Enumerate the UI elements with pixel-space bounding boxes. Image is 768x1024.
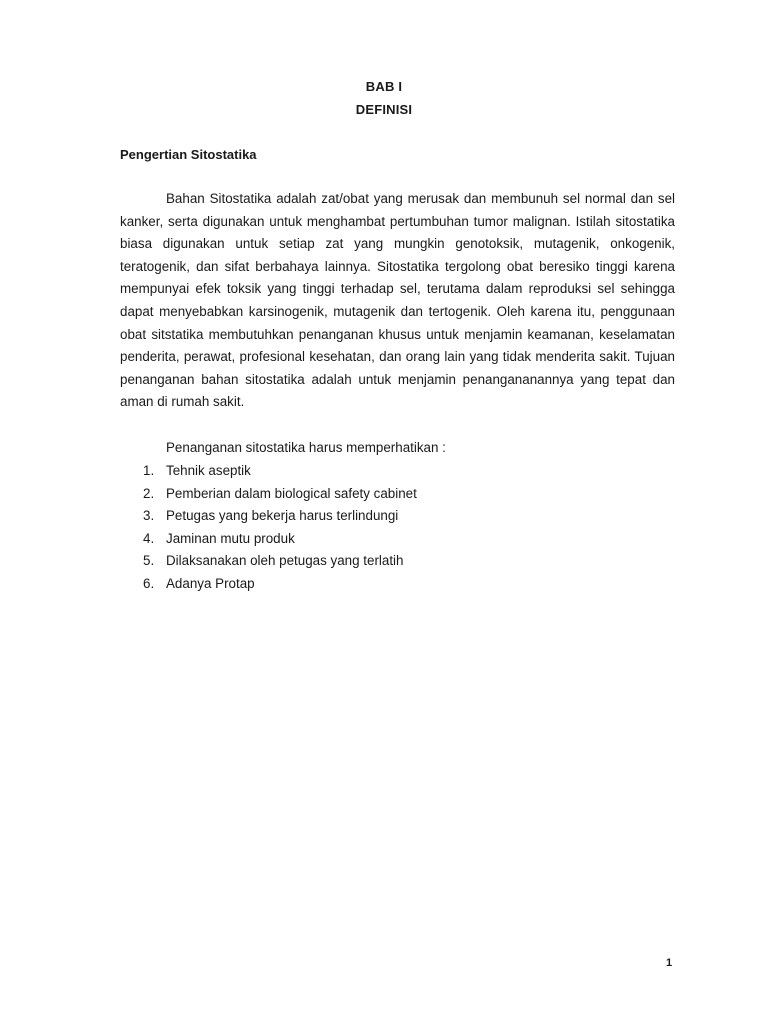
list-item-number: 3. bbox=[143, 508, 155, 524]
paragraph-definition: Bahan Sitostatika adalah zat/obat yang merusak dan membunuh sel normal dan sel kanker, serta digunakan untuk menghambat pertumbuhan tumor malignan. Istilah sitostatika biasa digunakan untuk setiap zat yang mungkin genotoksik, mutagenik, onkogenik, teratogenik, dan sifat berbahaya lainnya. Sitostatika tergolong obat beresiko tinggi karena mempunyai efek toksik yang tinggi terhadap sel, terutama dalam reproduksi sel sehingga dapat menyebabkan karsinogenik, mutagenik dan tertogenik. Oleh karena itu, penggunaan obat sitstatika membutuhkan penanganan khusus untuk menjamin keamanan, keselamatan penderita, perawat, profesional kesehatan, dan orang lain yang tidak menderita sakit. Tujuan penanganan bahan sitostatika adalah untuk menjamin penangananannya yang tepat dan aman di rumah sakit. bbox=[120, 191, 675, 410]
list-item-number: 2. bbox=[143, 485, 155, 501]
list-item-number: 6. bbox=[143, 575, 155, 591]
page-number: 1 bbox=[666, 957, 673, 969]
list-item-number: 4. bbox=[143, 530, 155, 546]
list-item-text: Adanya Protap bbox=[166, 575, 255, 591]
list-item bbox=[0, 528, 768, 551]
list-item bbox=[0, 460, 768, 483]
chapter-title: DEFINISI bbox=[355, 102, 413, 117]
list-item-text: Pemberian dalam biological safety cabinet bbox=[166, 485, 417, 501]
list-item-text: Dilaksanakan oleh petugas yang terlatih bbox=[166, 553, 404, 569]
requirements-list bbox=[0, 460, 768, 596]
list-item-number: 5. bbox=[143, 553, 155, 569]
list-item bbox=[0, 505, 768, 528]
list-item bbox=[0, 483, 768, 506]
list-item-text: Petugas yang bekerja harus terlindungi bbox=[166, 508, 399, 524]
list-item-text: Tehnik aseptik bbox=[166, 463, 251, 478]
list-item-number: 1. bbox=[143, 463, 155, 478]
section-heading: Pengertian Sitostatika bbox=[120, 147, 257, 162]
list-intro: Penanganan sitostatika harus memperhatikan : bbox=[166, 440, 446, 455]
list-item bbox=[0, 573, 768, 596]
list-item-text: Jaminan mutu produk bbox=[166, 530, 295, 546]
list-item bbox=[0, 550, 768, 573]
chapter-number: BAB I bbox=[365, 79, 403, 94]
